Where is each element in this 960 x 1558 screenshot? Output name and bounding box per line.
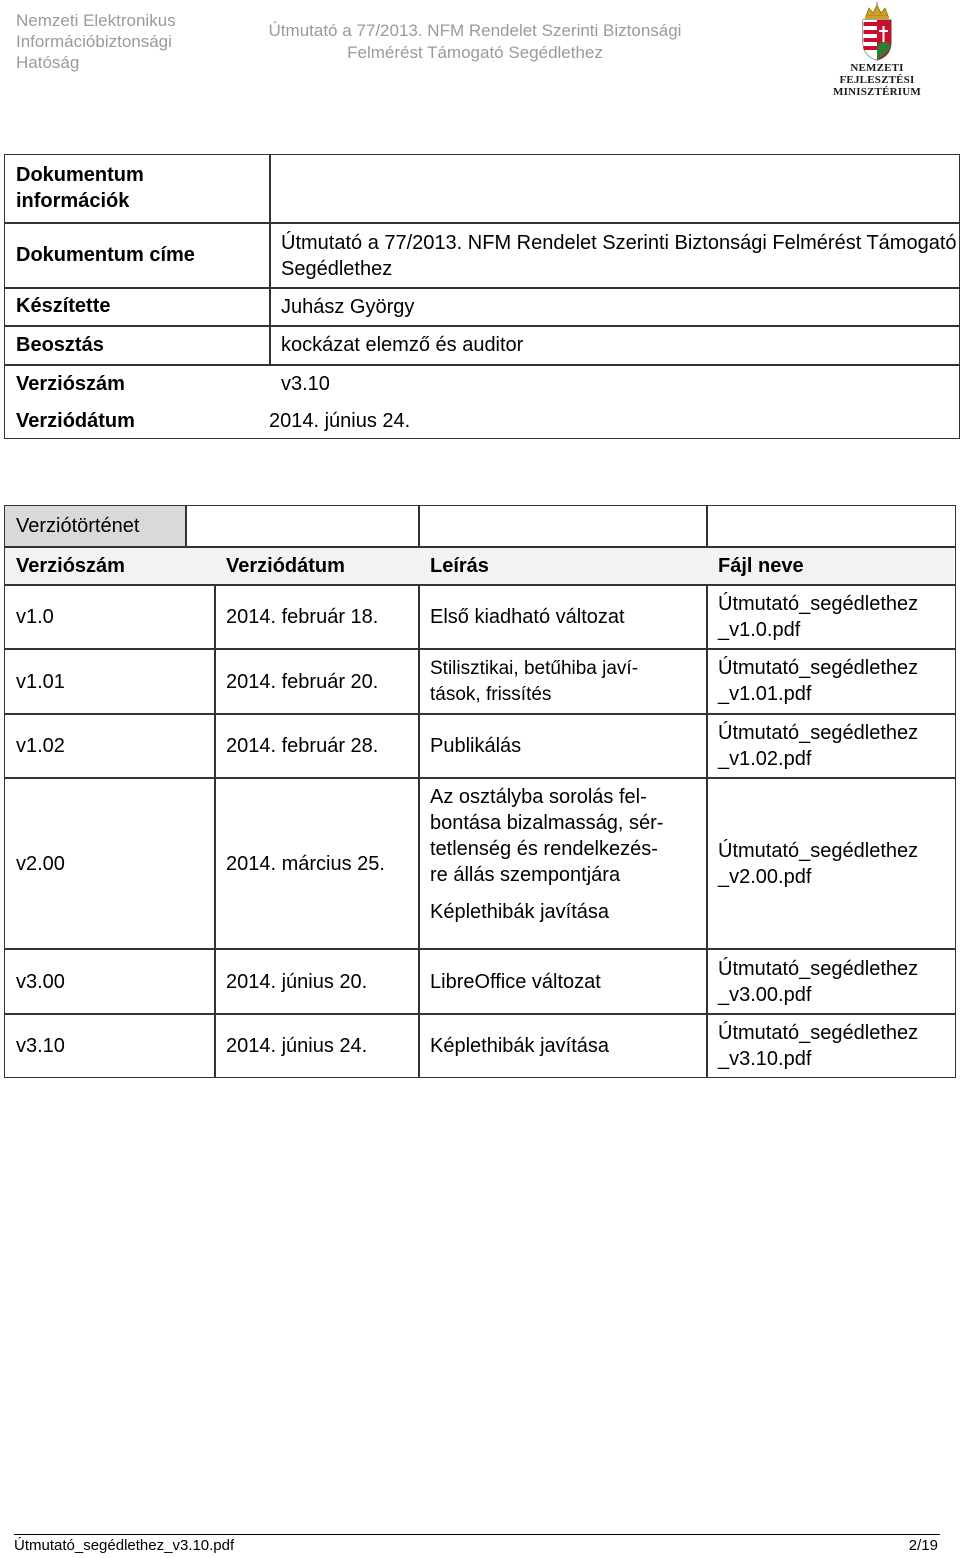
ministry-name <box>814 62 940 98</box>
row-filename: _v1.0.pdf <box>718 619 801 641</box>
version-history-table <box>4 505 956 1078</box>
row-divider <box>5 325 960 327</box>
ministry-name-line: MINISZTÉRIUM <box>833 86 921 98</box>
column-divider <box>418 584 420 1078</box>
column-divider <box>214 584 216 1078</box>
ministry-name-line: NEMZETI FEJLESZTÉSI <box>839 62 915 86</box>
row-version: v2.00 <box>16 853 65 875</box>
row-filename: Útmutató_segédlethez <box>718 840 919 862</box>
row-description: Képlethibák javítása <box>430 1035 610 1057</box>
row-divider <box>5 713 955 715</box>
organization-name <box>16 10 236 73</box>
row-description: Képlethibák javítása <box>430 901 610 923</box>
role-value: kockázat elemző és auditor <box>281 334 524 356</box>
row-version: v1.02 <box>16 735 65 757</box>
row-filename: _v3.10.pdf <box>718 1048 812 1070</box>
author-value: Juhász György <box>281 296 415 318</box>
row-divider <box>5 1013 955 1015</box>
row-description: bontása bizalmasság, sér- <box>430 812 664 834</box>
org-line: Információbiztonsági <box>16 32 172 51</box>
row-version: v1.0 <box>16 606 54 628</box>
doc-info-heading: Dokumentum információk <box>16 164 144 212</box>
row-filename: Útmutató_segédlethez <box>718 593 919 615</box>
page-number: 2/19 <box>908 1537 938 1554</box>
header-title-line: Felmérést Támogató Segédlethez <box>347 43 603 62</box>
row-filename: _v1.01.pdf <box>718 683 812 705</box>
column-divider <box>706 506 708 546</box>
row-date: 2014. február 20. <box>226 671 379 693</box>
header-title <box>235 20 715 64</box>
row-date: 2014. június 20. <box>226 971 368 993</box>
row-divider <box>5 364 960 366</box>
row-filename: _v2.00.pdf <box>718 866 812 888</box>
row-filename: Útmutató_segédlethez <box>718 657 919 679</box>
version-value: v3.10 <box>281 373 330 395</box>
column-divider <box>418 506 420 546</box>
row-date: 2014. február 28. <box>226 735 379 757</box>
column-header: Leírás <box>430 555 489 577</box>
column-header: Verziószám <box>16 555 125 577</box>
row-divider <box>5 948 955 950</box>
header-title-line: Útmutató a 77/2013. NFM Rendelet Szerinti Biztonsági <box>268 21 682 40</box>
row-divider <box>5 584 955 586</box>
document-info-table <box>4 154 960 439</box>
row-version: v3.00 <box>16 971 65 993</box>
row-filename: Útmutató_segédlethez <box>718 958 919 980</box>
row-description: Az osztályba sorolás fel- <box>430 786 647 808</box>
row-divider <box>5 777 955 779</box>
row-description: re állás szempontjára <box>430 864 621 886</box>
row-description: tások, frissítés <box>430 684 552 705</box>
version-label: Verziószám <box>16 373 125 395</box>
table-title: Verziótörténet <box>16 515 140 537</box>
column-divider <box>269 155 271 365</box>
row-filename: _v1.02.pdf <box>718 748 812 770</box>
row-version: v3.10 <box>16 1035 65 1057</box>
version-date-value: 2014. június 24. <box>269 410 411 432</box>
row-divider <box>5 222 960 224</box>
row-divider <box>5 546 955 548</box>
role-label: Beosztás <box>16 334 104 356</box>
row-description: Publikálás <box>430 735 522 757</box>
version-date-label: Verziódátum <box>16 410 135 432</box>
column-header: Fájl neve <box>718 555 804 577</box>
row-description: tetlenség és rendelkezés- <box>430 838 658 860</box>
row-version: v1.01 <box>16 671 65 693</box>
row-divider <box>5 648 955 650</box>
org-line: Nemzeti Elektronikus <box>16 11 176 30</box>
row-filename: _v3.00.pdf <box>718 984 812 1006</box>
author-label: Készítette <box>16 295 111 317</box>
row-description: Stilisztikai, betűhiba javí- <box>430 658 639 679</box>
coat-of-arms-icon <box>814 2 940 62</box>
row-divider <box>5 287 960 289</box>
doc-title-label: Dokumentum címe <box>16 244 195 266</box>
column-header: Verziódátum <box>226 555 345 577</box>
column-divider <box>185 506 187 546</box>
footer-filename: Útmutató_segédlethez_v3.10.pdf <box>14 1537 235 1554</box>
row-date: 2014. június 24. <box>226 1035 368 1057</box>
column-divider <box>706 584 708 1078</box>
row-description: Első kiadható változat <box>430 606 625 628</box>
row-filename: Útmutató_segédlethez <box>718 1022 919 1044</box>
ministry-logo <box>814 2 940 98</box>
footer-divider <box>14 1534 940 1535</box>
row-date: 2014. március 25. <box>226 853 385 875</box>
row-description: LibreOffice változat <box>430 971 601 993</box>
row-date: 2014. február 18. <box>226 606 379 628</box>
doc-title-value: Útmutató a 77/2013. NFM Rendelet Szerinti Biztonsági Felmérést Támogató Segédlethez <box>281 232 957 280</box>
row-filename: Útmutató_segédlethez <box>718 722 919 744</box>
org-line: Hatóság <box>16 53 80 72</box>
